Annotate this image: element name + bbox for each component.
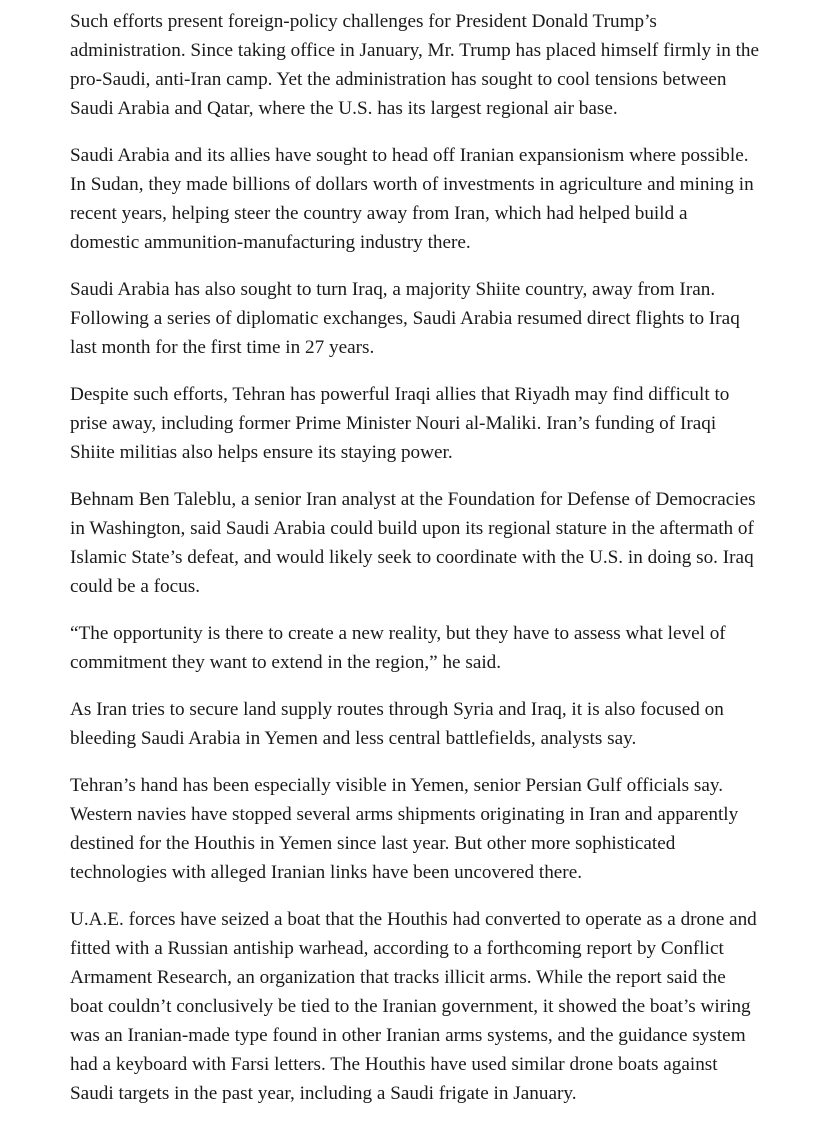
paragraph-6: “The opportunity is there to create a new reality, but they have to assess what level of commitment they want to extend in the region,” he said.: [70, 623, 726, 673]
paragraph-8: Tehran’s hand has been especially visible in Yemen, senior Persian Gulf officials say. Western navies have stopped several arms shipments originating in Iran and apparently destined for the Houthis in Yemen since last year. But other more sophisticated technologies with alleged Iranian links have been uncovered there.: [70, 775, 739, 883]
paragraph-1: Such efforts present foreign-policy challenges for President Donald Trump’s administration. Since taking office in January, Mr. Trump has placed himself firmly in the pro-Saudi, anti-Iran camp. Yet the administration has sought to cool tensions between Saudi Arabia and Qatar, where the U.S. has its largest regional air base.: [70, 11, 760, 119]
paragraph-2: Saudi Arabia and its allies have sought to head off Iranian expansionism where possible. In Sudan, they made billions of dollars worth of investments in agriculture and mining in recent years, helping steer the country away from Iran, which had helped build a domestic ammunition-manufacturing industry there.: [70, 145, 754, 253]
paragraph-3: Saudi Arabia has also sought to turn Iraq, a majority Shiite country, away from Iran. Following a series of diplomatic exchanges, Saudi Arabia resumed direct flights to Iraq last month for the first time in 27 years.: [70, 279, 740, 358]
paragraph-9: U.A.E. forces have seized a boat that the Houthis had converted to operate as a drone and fitted with a Russian antiship warhead, according to a forthcoming report by Conflict Armament Research, an organization that tracks illicit arms. While the report said the boat couldn’t conclusively be tied to the Iranian government, it showed the boat’s wiring was an Iranian-made type found in other Iranian arms systems, and the guidance system had a keyboard with Farsi letters. The Houthis have used similar drone boats against Saudi targets in the past year, including a Saudi frigate in January.: [70, 909, 757, 1104]
paragraph-5: Behnam Ben Taleblu, a senior Iran analyst at the Foundation for Defense of Democracies in Washington, said Saudi Arabia could build upon its regional stature in the aftermath of Islamic State’s defeat, and would likely seek to coordinate with the U.S. in doing so. Iraq could be a focus.: [70, 489, 756, 597]
paragraph-7: As Iran tries to secure land supply routes through Syria and Iraq, it is also focused on bleeding Saudi Arabia in Yemen and less central battlefields, analysts say.: [70, 699, 724, 749]
paragraph-4: Despite such efforts, Tehran has powerful Iraqi allies that Riyadh may find difficult to prise away, including former Prime Minister Nouri al-Maliki. Iran’s funding of Iraqi Shiite militias also helps ensure its staying power.: [70, 384, 730, 463]
article-body: [70, 7, 760, 1126]
